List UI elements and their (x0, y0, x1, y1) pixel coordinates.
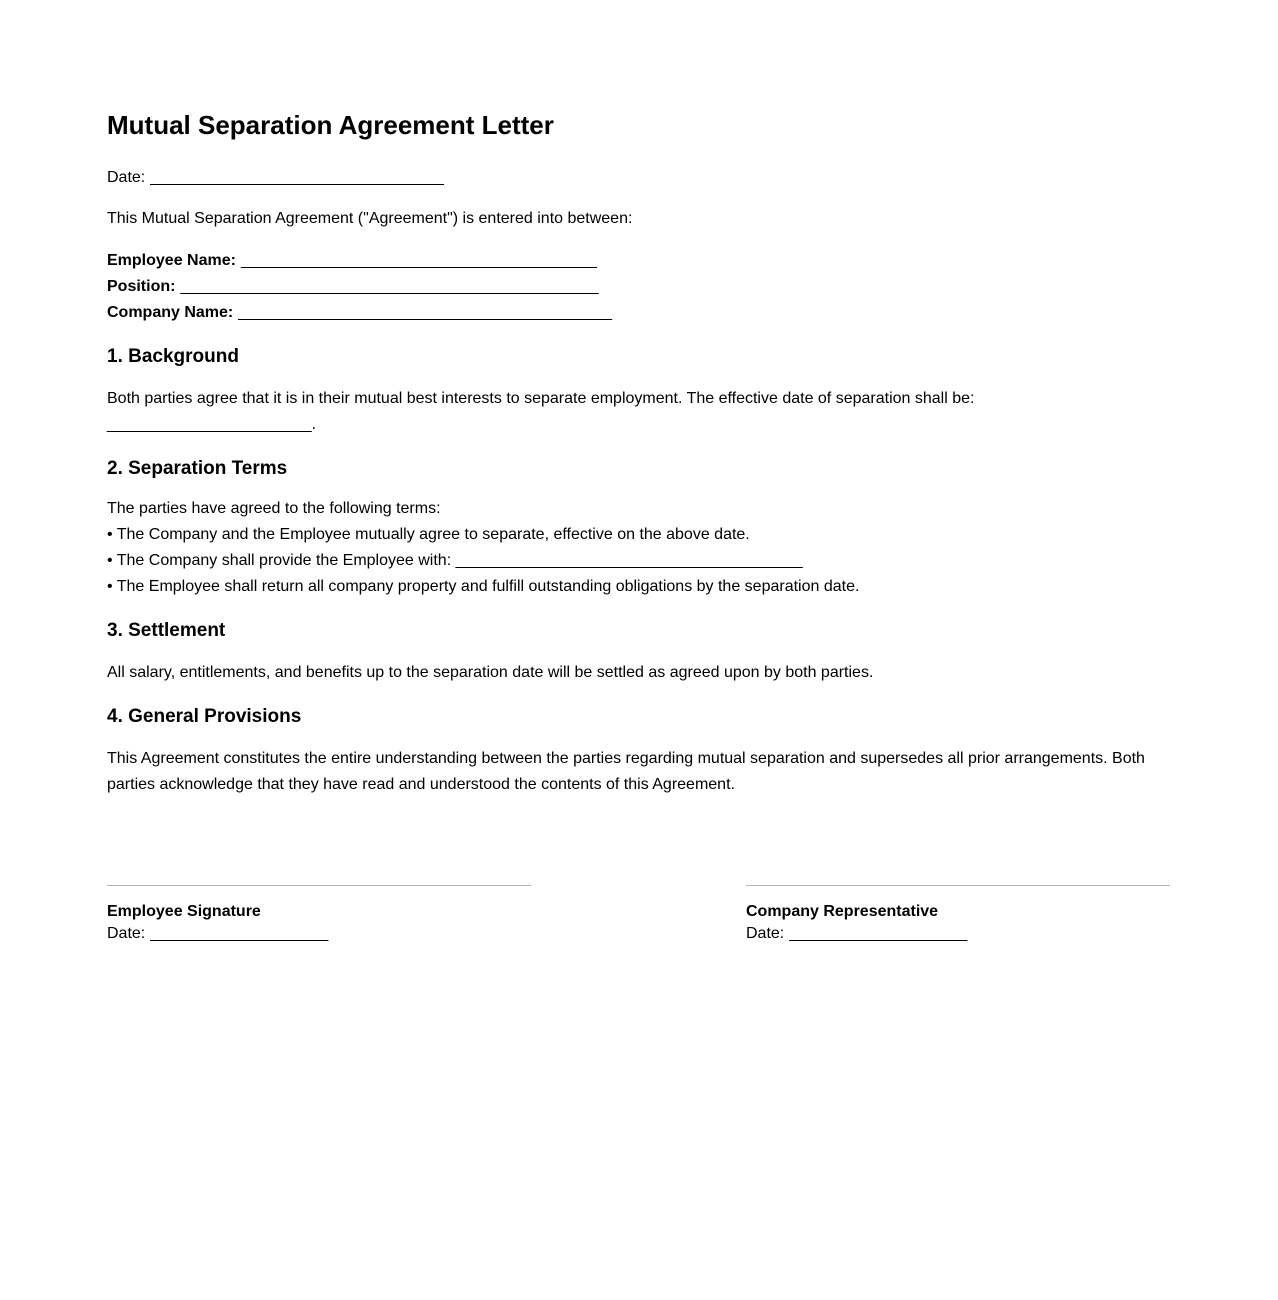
page-title: Mutual Separation Agreement Letter (107, 110, 554, 140)
signatures-row (107, 885, 1170, 945)
employee-name-label: Employee Name: (107, 252, 236, 269)
section-heading-background: 1. Background (107, 346, 239, 367)
intro-paragraph: This Mutual Separation Agreement ("Agreement") is entered into between: (107, 210, 633, 227)
date-label: Date: (107, 169, 146, 186)
section-heading-settlement: 3. Settlement (107, 620, 226, 641)
signature-block-company (746, 885, 1170, 945)
employee-signature-date-field (107, 922, 531, 945)
separation-terms-bullet-3: • The Employee shall return all company property and fulfill outstanding obligations by the separation date. (107, 578, 860, 595)
separation-terms-bullet-2: • The Company shall provide the Employee with: _______________________________________ (107, 552, 803, 569)
employee-name-blank-line: ________________________________________ (240, 252, 597, 269)
signature-block-employee (107, 885, 531, 945)
party-row-company-name (107, 300, 1170, 326)
section-heading-separation-terms: 2. Separation Terms (107, 458, 288, 479)
position-label: Position: (107, 278, 176, 295)
date-blank-line: _________________________________ (150, 169, 444, 186)
employee-signature-date-blank-line: ____________________ (150, 925, 329, 942)
party-row-employee-name (107, 248, 1170, 274)
section-general-provisions-paragraph: This Agreement constitutes the entire understanding between the parties regarding mutual separation and supersedes all prior arrangements. Both parties acknowledge that they have read and understood the contents of this Agreement. (107, 750, 1145, 793)
position-blank-line: _______________________________________________ (180, 278, 599, 295)
separation-terms-intro: The parties have agreed to the following terms: (107, 500, 441, 517)
company-name-blank-line: __________________________________________ (238, 304, 612, 321)
separation-terms-bullet-1: • The Company and the Employee mutually agree to separate, effective on the above date. (107, 526, 750, 543)
section-background-paragraph: Both parties agree that it is in their mutual best interests to separate employment. The effective date of separation shall be: _______________________. (107, 390, 975, 433)
section-heading-general-provisions: 4. General Provisions (107, 706, 302, 727)
company-representative-date-blank-line: ____________________ (789, 925, 968, 942)
company-name-label: Company Name: (107, 304, 234, 321)
company-representative-date-field (746, 922, 1170, 945)
employee-signature-date-label: Date: (107, 925, 146, 942)
parties-block (107, 248, 1170, 326)
company-representative-label: Company Representative (746, 903, 939, 920)
section-settlement-paragraph: All salary, entitlements, and benefits up to the separation date will be settled as agreed upon by both parties. (107, 664, 874, 681)
employee-signature-label: Employee Signature (107, 903, 261, 920)
date-field (107, 165, 1170, 191)
company-representative-date-label: Date: (746, 925, 785, 942)
party-row-position (107, 274, 1170, 300)
